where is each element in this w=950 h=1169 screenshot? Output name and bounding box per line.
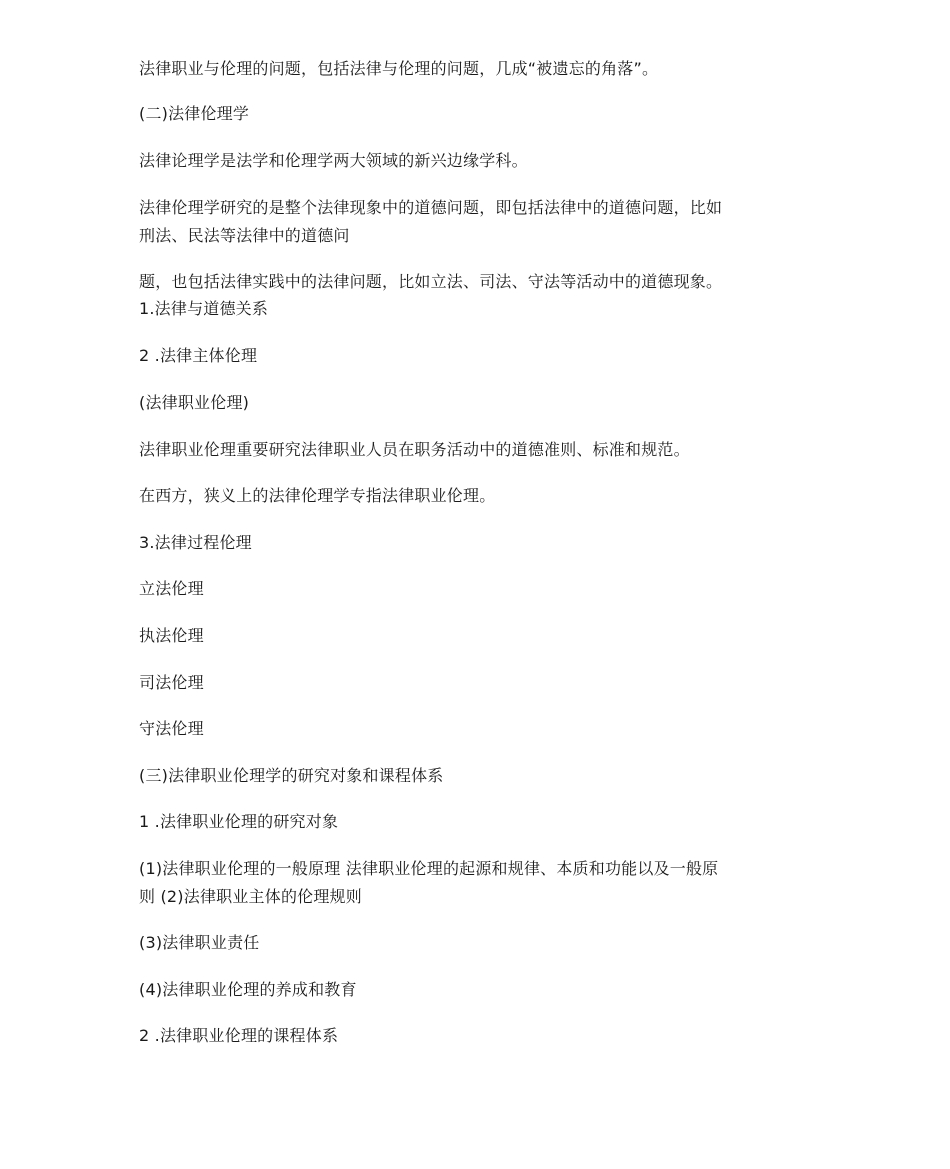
list-item: 守法伦理 — [139, 719, 204, 738]
list-item: 立法伦理 — [139, 579, 204, 598]
section-heading: (三)法律职业伦理学的研究对象和课程体系 — [139, 766, 444, 785]
paragraph-line: 法律职业伦理重要研究法律职业人员在职务活动中的道德准则、标准和规范。 — [139, 440, 690, 459]
list-item: (4)法律职业伦理的养成和教育 — [139, 980, 357, 999]
list-item: 1 .法律职业伦理的研究对象 — [139, 812, 339, 831]
list-item: 司法伦理 — [139, 673, 204, 692]
paragraph-line: 刑法、民法等法律中的道德问 — [139, 226, 350, 245]
paragraph-line: (法律职业伦理) — [139, 393, 250, 412]
list-item: 1.法律与道德关系 — [139, 299, 269, 318]
paragraph-line: 在西方，狭义上的法律伦理学专指法律职业伦理。 — [139, 486, 496, 505]
paragraph-line: 法律伦理学研究的是整个法律现象中的道德问题，即包括法律中的道德问题，比如 — [139, 198, 723, 217]
paragraph-line: 法律论理学是法学和伦理学两大领域的新兴边缘学科。 — [139, 151, 528, 170]
list-item: 2 .法律职业伦理的课程体系 — [139, 1026, 339, 1045]
section-heading: (二)法律伦理学 — [139, 104, 250, 123]
list-item: 执法伦理 — [139, 626, 204, 645]
paragraph-line: (1)法律职业伦理的一般原理 法律职业伦理的起源和规律、本质和功能以及一般原 — [139, 859, 719, 878]
paragraph-line: 题，也包括法律实践中的法律问题，比如立法、司法、守法等活动中的道德现象。 — [139, 272, 723, 291]
list-item: 3.法律过程伦理 — [139, 533, 252, 552]
paragraph-line: 法律职业与伦理的问题，包括法律与伦理的问题，几成“被遗忘的角落”。 — [139, 59, 659, 78]
paragraph-line: 则 (2)法律职业主体的伦理规则 — [139, 887, 362, 906]
list-item: (3)法律职业责任 — [139, 933, 260, 952]
list-item: 2 .法律主体伦理 — [139, 346, 258, 365]
